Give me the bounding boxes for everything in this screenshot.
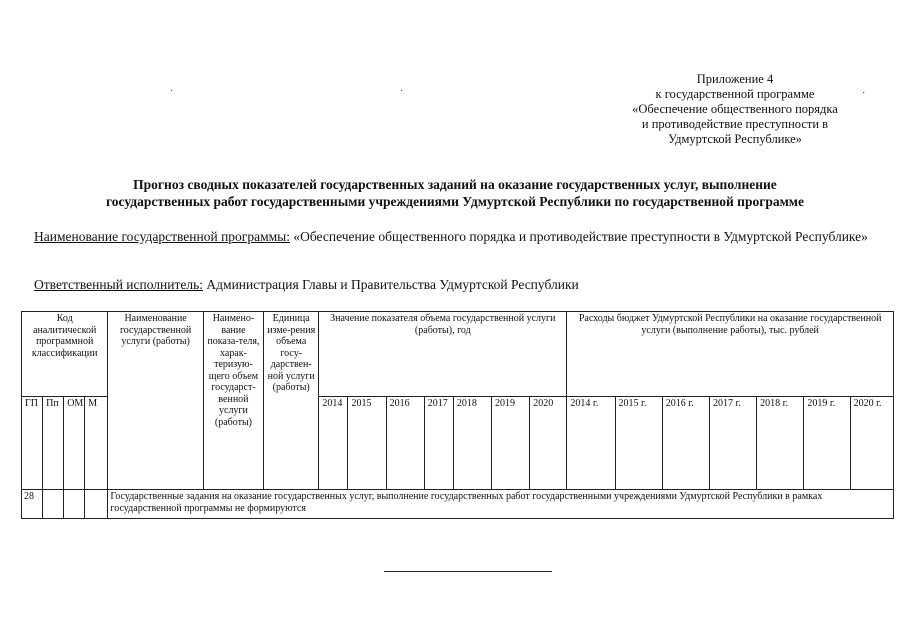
volume-year: 2020 [530, 397, 567, 490]
expense-year: 2015 г. [615, 397, 662, 490]
volume-year: 2014 [319, 397, 348, 490]
title-line-2: государственных работ государственными учреждениями Удмуртской Республики по государственной программе [106, 194, 804, 209]
expense-year: 2017 г. [709, 397, 756, 490]
responsible-label: Ответственный исполнитель: [34, 277, 204, 292]
program-value: «Обеспечение общественного порядка и противодействие преступности в Удмуртской Республике» [289, 229, 868, 244]
title-line-1: Прогноз сводных показателей государственных заданий на оказание государственных услуг, выполнение [133, 177, 777, 192]
expense-year: 2014 г. [567, 397, 615, 490]
program-label: Наименование государственной программы: [34, 229, 290, 244]
program-name [34, 228, 870, 245]
col-m: М [85, 397, 108, 490]
expense-year: 2019 г. [804, 397, 850, 490]
appendix-line: Приложение 4 [696, 72, 774, 86]
appendix-note [600, 72, 870, 147]
volume-year: 2019 [492, 397, 530, 490]
header-expenses: Расходы бюджет Удмуртской Республики на оказание государственной услуги (выполнение работы), тыс. рублей [567, 312, 894, 397]
appendix-line: к государственной программе [655, 87, 815, 101]
row-m [85, 490, 108, 519]
forecast-table [21, 311, 894, 519]
table-header-row [22, 312, 894, 397]
volume-year: 2015 [348, 397, 386, 490]
responsible-value: Администрация Главы и Правительства Удмуртской Республики [203, 277, 579, 292]
header-code: Код аналитической программной классификации [22, 312, 108, 397]
appendix-line: Удмуртской Республике» [668, 132, 802, 146]
volume-year: 2016 [386, 397, 424, 490]
volume-year: 2018 [453, 397, 491, 490]
scan-speck: · [862, 88, 866, 99]
responsible-executor [34, 276, 870, 293]
document-title [30, 176, 880, 210]
volume-year: 2017 [424, 397, 453, 490]
appendix-line: и противодействие преступности в [641, 117, 829, 131]
scan-speck: · [170, 86, 174, 97]
header-service: Наименование государственной услуги (работы) [108, 312, 203, 490]
row-om [64, 490, 85, 519]
expense-year: 2020 г. [850, 397, 893, 490]
col-om: ОМ [64, 397, 85, 490]
header-volume: Значение показателя объема государственной услуги (работы), год [319, 312, 567, 397]
header-indicator: Наимено-вание показа-теля, харак-теризую-щего объем государст-венной услуги (работы) [203, 312, 263, 490]
row-text: Государственные задания на оказание государственных услуг, выполнение государственных работ государственными учреждениями Удмуртской Республики в рамках государственной программы не формируются [108, 490, 894, 519]
expense-year: 2016 г. [662, 397, 709, 490]
col-gp: ГП [22, 397, 43, 490]
appendix-line: «Обеспечение общественного порядка [632, 102, 838, 116]
row-gp: 28 [22, 490, 43, 519]
expense-year: 2018 г. [757, 397, 804, 490]
footer-divider [384, 571, 552, 572]
row-pp [43, 490, 64, 519]
scan-speck: · [400, 86, 404, 97]
header-unit: Единица изме-рения объема госу-дарствен-ной услуги (работы) [264, 312, 319, 490]
col-pp: Пп [43, 397, 64, 490]
table-row [22, 490, 894, 519]
